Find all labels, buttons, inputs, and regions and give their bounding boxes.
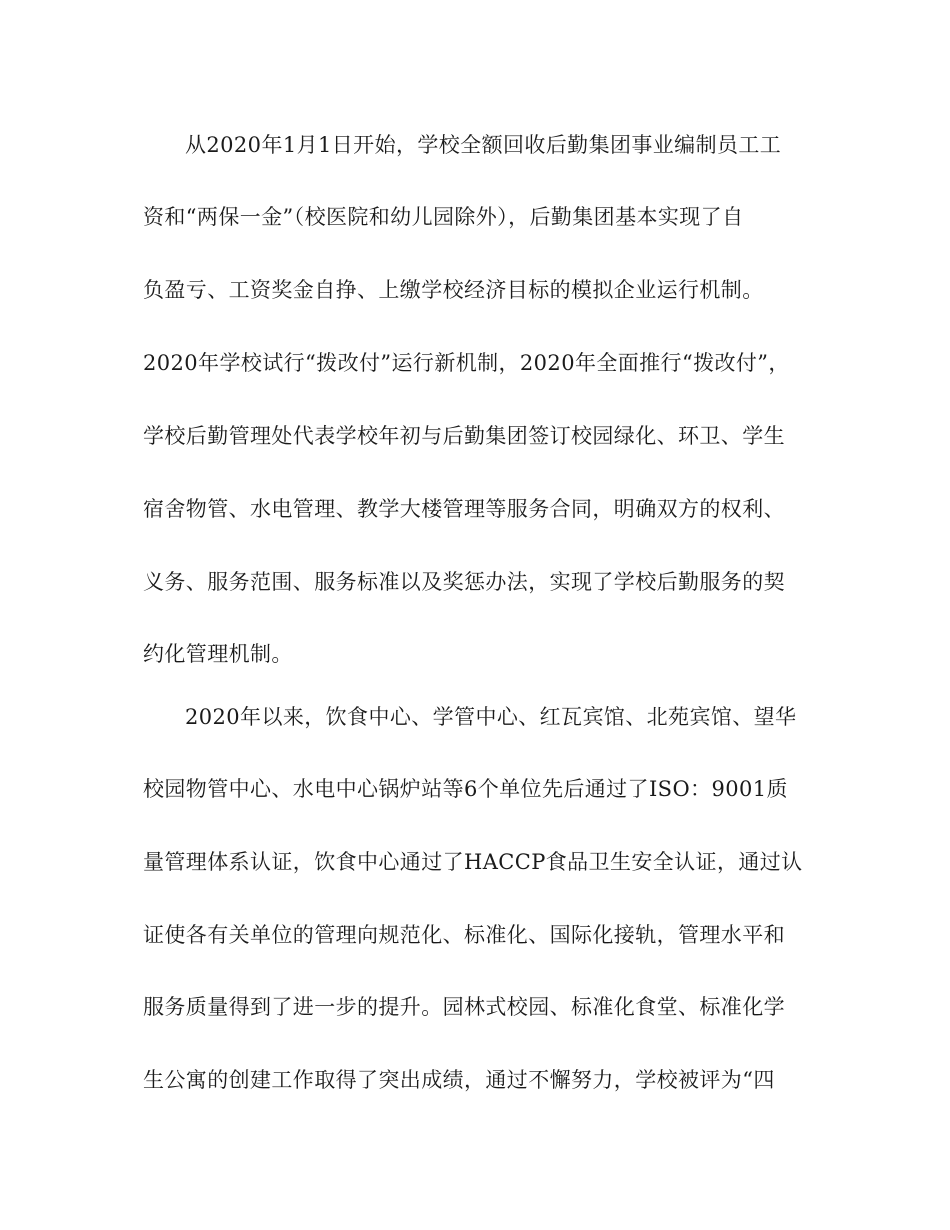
paragraph-2-line-1: 2020年以来，饮食中心、学管中心、红瓦宾馆、北苑宾馆、望华 (185, 705, 797, 729)
paragraph-1-line-4: 2020年学校试行“拨改付”运行新机制，2020年全面推行“拨改付”， (143, 351, 790, 375)
paragraph-2-line-6: 生公寓的创建工作取得了突出成绩，通过不懈努力，学校被评为“四 (143, 1068, 775, 1092)
paragraph-1-line-5: 学校后勤管理处代表学校年初与后勤集团签订校园绿化、环卫、学生 (143, 424, 785, 448)
paragraph-1-line-1: 从2020年1月1日开始，学校全额回收后勤集团事业编制员工工 (185, 133, 782, 157)
paragraph-2-line-4: 证使各有关单位的管理向规范化、标准化、国际化接轨，管理水平和 (143, 923, 785, 947)
paragraph-1-line-2: 资和“两保一金”（校医院和幼儿园除外），后勤集团基本实现了自 (143, 205, 744, 229)
paragraph-1-line-7: 义务、服务范围、服务标准以及奖惩办法，实现了学校后勤服务的契 (143, 570, 785, 594)
paragraph-2-line-2: 校园物管中心、水电中心锅炉站等6个单位先后通过了ISO：9001质 (143, 777, 788, 801)
paragraph-2-line-5: 服务质量得到了进一步的提升。园林式校园、标准化食堂、标准化学 (143, 995, 785, 1019)
paragraph-1-line-8: 约化管理机制。 (143, 642, 293, 666)
paragraph-1-line-3: 负盈亏、工资奖金自挣、上缴学校经济目标的模拟企业运行机制。 (143, 278, 764, 302)
paragraph-2-line-3: 量管理体系认证，饮食中心通过了HACCP食品卫生安全认证，通过认 (143, 850, 803, 874)
paragraph-1-line-6: 宿舍物管、水电管理、教学大楼管理等服务合同，明确双方的权利、 (143, 497, 785, 521)
